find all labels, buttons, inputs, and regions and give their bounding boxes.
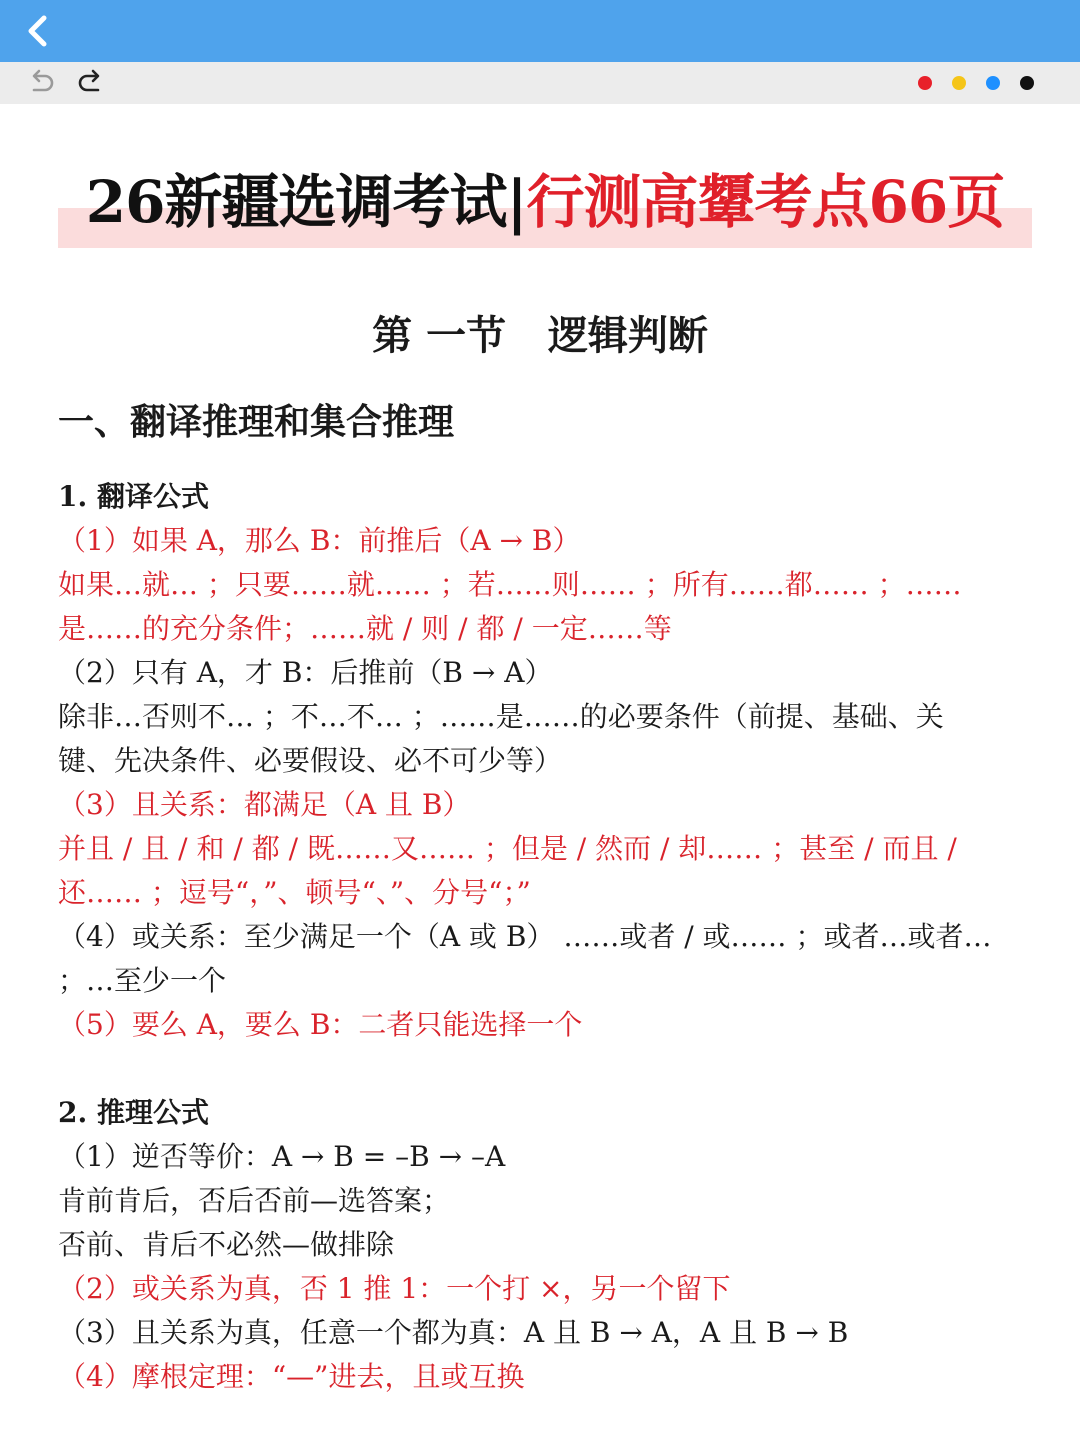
document-title [58,160,1032,250]
sub1-line: （2）只有 A，才 B：后推前（B → A） [58,656,553,689]
color-dot-blue[interactable] [986,76,1000,90]
sub2-heading: 2. 推理公式 [58,1096,209,1129]
sub2-line: （4）摩根定理：“—”进去，且或互换 [58,1360,525,1393]
undo-icon[interactable] [26,68,58,98]
color-dot-red[interactable] [918,76,932,90]
document-body [58,475,1028,1399]
sub2-line: 肯前肯后，否后否前—选答案； [58,1184,451,1217]
top-bar [0,0,1080,62]
sub2-line: 否前、肯后不必然—做排除 [58,1228,395,1261]
color-dot-black[interactable] [1020,76,1034,90]
redo-icon[interactable] [74,68,106,98]
sub2-line: （2）或关系为真，否 1 推 1：一个打 ×，另一个留下 [58,1272,731,1305]
sub1-heading: 1. 翻译公式 [58,480,209,513]
sub1-line: （5）要么 A，要么 B：二者只能选择一个 [58,1008,583,1041]
section-title: 第 一节 逻辑判断 [372,312,708,359]
title-part2: 行测高顰考点66页 [526,168,1005,236]
sub2-line: （3）且关系为真，任意一个都为真：A 且 B → A，A 且 B → B [58,1316,849,1349]
sub1-line: 还…… ；逗号“，”、顿号“、”、分号“；” [58,876,531,909]
sub1-line: （1）如果 A，那么 B：前推后（A → B） [58,524,581,557]
spacer [58,1047,1028,1091]
sub1-line: 是……的充分条件；……就 / 则 / 都 / 一定……等 [58,612,672,645]
sub2-line: （1）逆否等价：A → B = –B → –A [58,1140,506,1173]
sub1-line: 如果…就… ；只要……就…… ；若……则…… ；所有……都…… ；…… [58,568,962,601]
title-part1: 26新疆选调考试| [85,168,527,236]
sub1-line: （4）或关系：至少满足一个（A 或 B） ……或者 / 或…… ；或者…或者… [58,920,992,953]
sub1-line: 并且 / 且 / 和 / 都 / 既……又…… ；但是 / 然而 / 却…… ；甚至 / 而且 / [58,832,957,865]
color-dot-yellow[interactable] [952,76,966,90]
sub1-line: 键、先决条件、必要假设、必不可少等） [58,744,563,777]
sub1-line: 除非…否则不… ；不…不… ；……是……的必要条件（前提、基础、关 [58,700,944,733]
back-chevron-icon[interactable] [22,12,56,50]
sub1-line: （3）且关系：都满足（A 且 B） [58,788,471,821]
sub1-line: ；…至少一个 [58,964,227,997]
title-text [58,160,1032,244]
part-title: 一、翻译推理和集合推理 [58,401,455,443]
